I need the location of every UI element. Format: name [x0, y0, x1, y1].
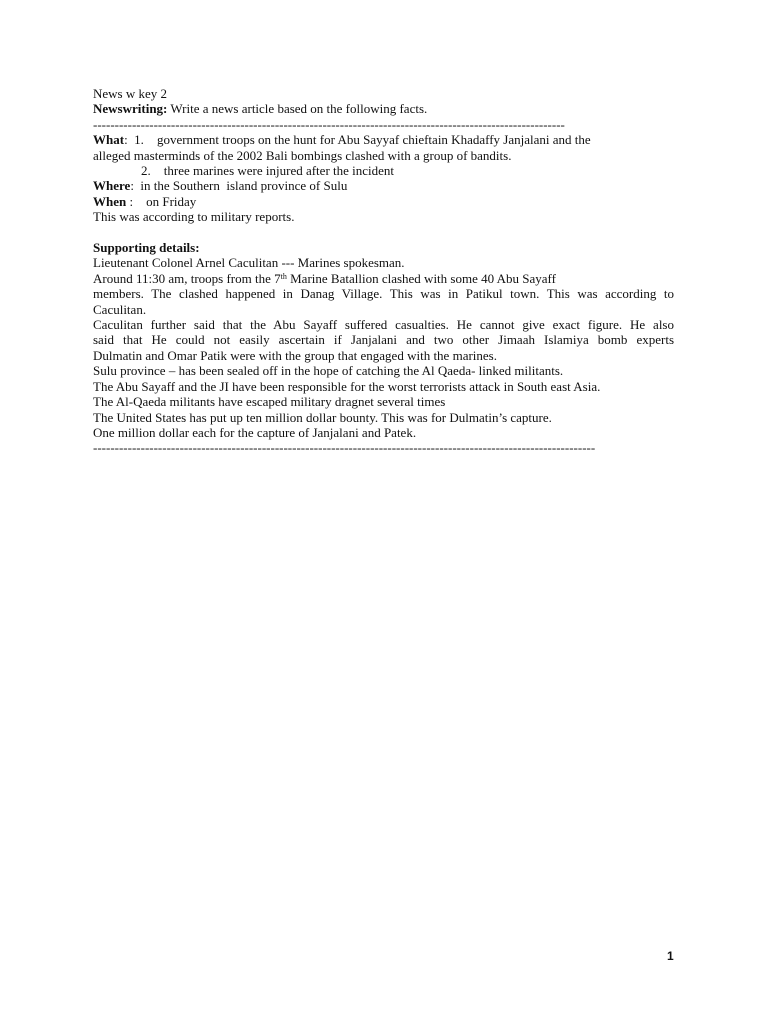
- when-text: : on Friday: [126, 193, 197, 209]
- what-line-1: [93, 132, 674, 147]
- when-line: [93, 194, 674, 209]
- when-label: When: [93, 193, 127, 209]
- paragraph-2-line-3: Dulmatin and Omar Patik were with the group that engaged with the marines.: [93, 347, 497, 363]
- what-label: What: [93, 132, 125, 148]
- what-item-1-text: government troops on the hunt for Abu Sayyaf chieftain Khadaffy Janjalani and the: [156, 132, 591, 148]
- paragraph-1-line-2: members. The clashed happened in Danag Village. This was in Patikul town. This was according to: [93, 286, 674, 302]
- where-label: Where: [93, 178, 131, 194]
- detail-line-2: The Abu Sayaff and the JI have been responsible for the worst terrorists attack in South east Asia.: [93, 378, 601, 394]
- p1-start: Around 11:30 am, troops from the 7: [93, 270, 281, 286]
- where-line: [93, 178, 674, 193]
- paragraph-1-line-1: [93, 271, 674, 286]
- where-text: : in the Southern island province of Sulu: [130, 178, 348, 194]
- p1-end: Marine Batallion clashed with some 40 Abu Sayaff: [286, 270, 556, 286]
- document-body: [93, 86, 674, 456]
- source-line: This was according to military reports.: [93, 209, 295, 225]
- detail-line-5: One million dollar each for the capture of Janjalani and Patek.: [93, 424, 417, 440]
- blank-line: [93, 225, 674, 240]
- separator-top: -------------------------------------------------------------------------------------------------------------: [93, 116, 565, 132]
- paragraph-2-line-1: Caculitan further said that the Abu Sayaff suffered casualties. He cannot give exact figure. He also: [93, 317, 674, 333]
- supporting-heading: Supporting details:: [93, 240, 200, 256]
- detail-line-4: The United States has put up ten million dollar bounty. This was for Dulmatin’s capture.: [93, 409, 552, 425]
- instruction-text: Write a news article based on the following facts.: [167, 101, 428, 117]
- what-line-2: alleged masterminds of the 2002 Bali bombings clashed with a group of bandits.: [93, 147, 512, 163]
- document-title: News w key 2: [93, 86, 168, 101]
- instruction-line: [93, 101, 674, 116]
- page-number: 1: [667, 949, 674, 963]
- p1-superscript: th: [280, 271, 287, 281]
- detail-line-1: Sulu province – has been sealed off in the hope of catching the Al Qaeda- linked militants.: [93, 363, 564, 379]
- instruction-label: Newswriting:: [93, 101, 168, 117]
- spokesman-line: Lieutenant Colonel Arnel Caculitan --- Marines spokesman.: [93, 255, 405, 271]
- paragraph-2-line-2: said that He could not easily ascertain if Janjalani and two other Jimaah Islamiya bomb experts: [93, 332, 674, 348]
- paragraph-1-line-3: Caculitan.: [93, 301, 147, 317]
- what-item-2: 2. three marines were injured after the incident: [141, 163, 395, 179]
- detail-line-3: The Al-Qaeda militants have escaped military dragnet several times: [93, 394, 446, 410]
- what-colon: : 1.: [124, 132, 157, 148]
- separator-bottom: --------------------------------------------------------------------------------------------------------------------: [93, 440, 596, 456]
